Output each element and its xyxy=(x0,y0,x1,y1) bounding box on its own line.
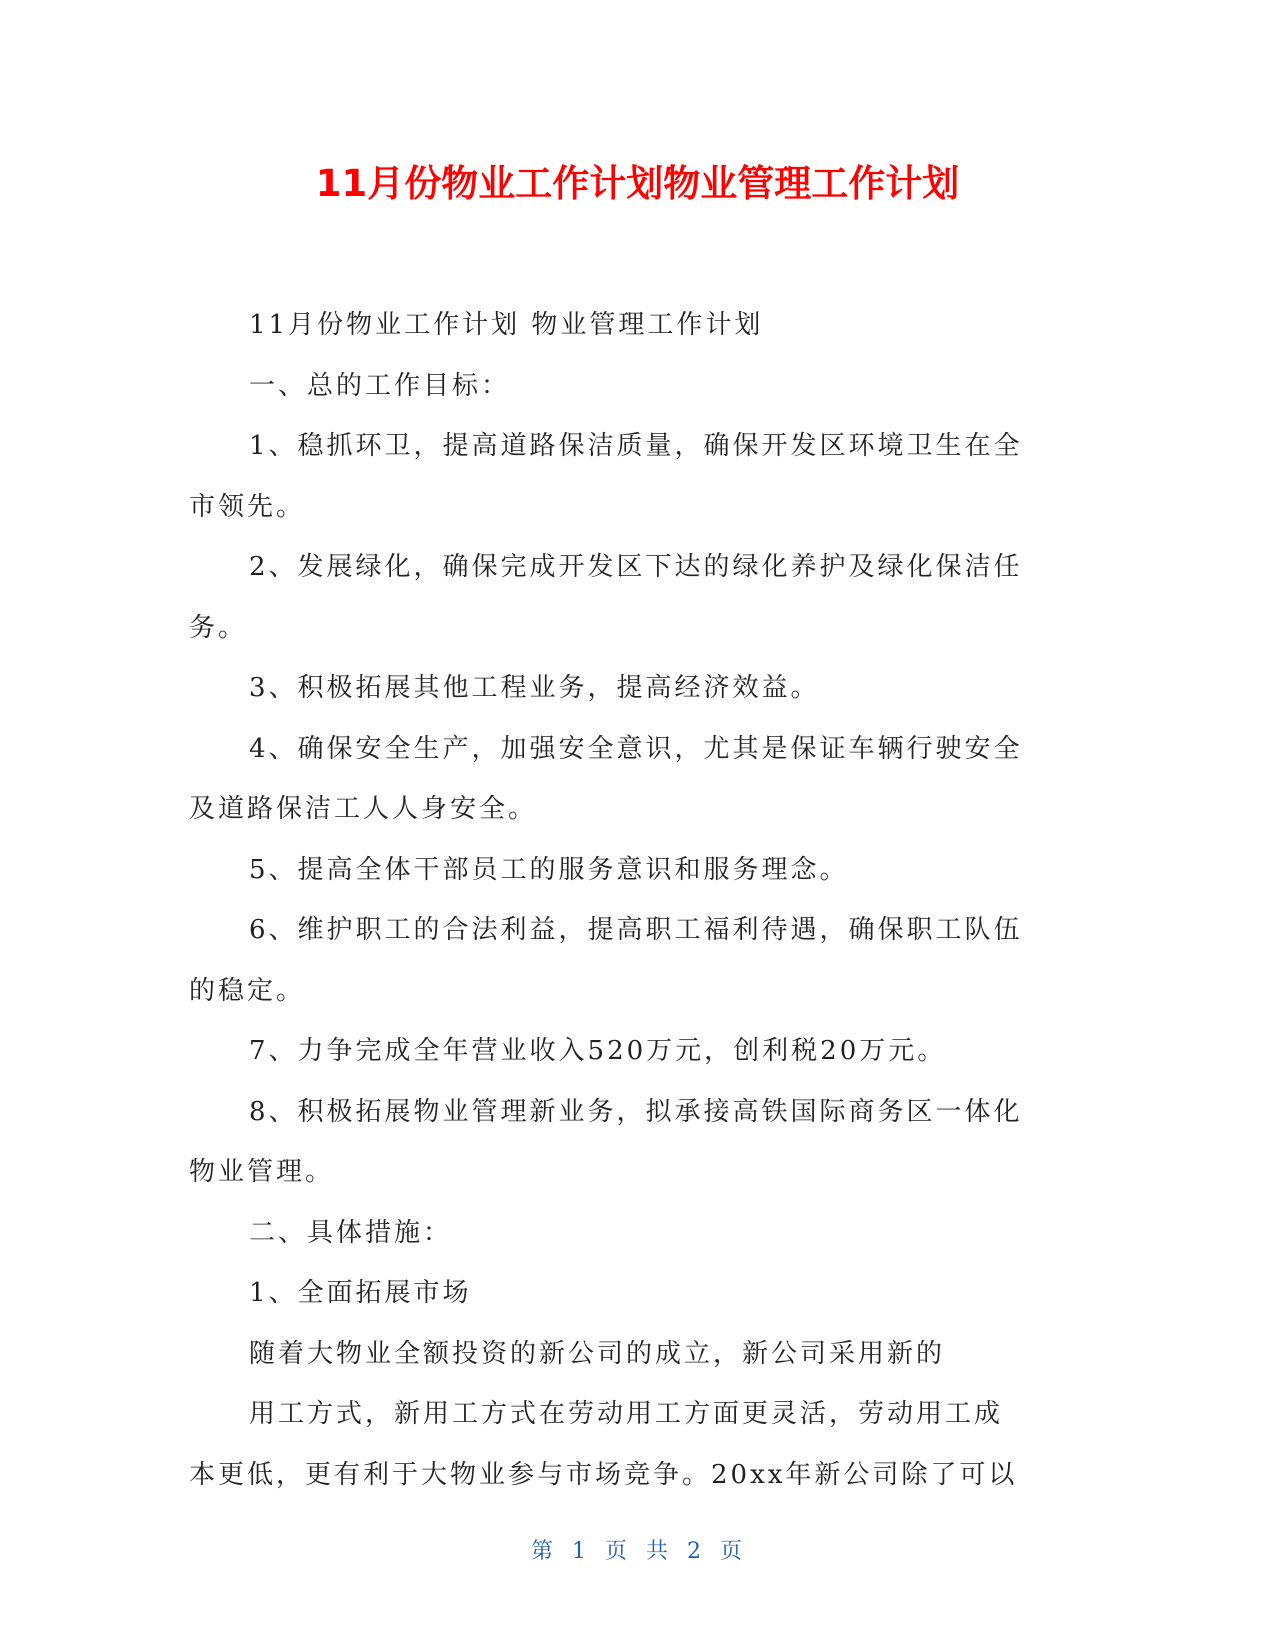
footer-total-label: 共 xyxy=(646,1539,671,1564)
page-title: 11月份物业工作计划物业管理工作计划 xyxy=(315,162,960,205)
body-line: 4、确保安全生产，加强安全意识，尤其是保证车辆行驶安全 xyxy=(249,733,1023,764)
body-line: 1、全面拓展市场 xyxy=(249,1278,472,1308)
body-line: 的稳定。 xyxy=(189,975,306,1006)
body-line: 5、提高全体干部员工的服务意识和服务理念。 xyxy=(249,854,849,885)
body-line: 3、积极拓展其他工程业务，提高经济效益。 xyxy=(249,673,820,703)
body-line: 用工方式，新用工方式在劳动用工方面更灵活，劳动用工成 xyxy=(249,1399,1004,1429)
page-footer xyxy=(0,1534,1275,1565)
body-line: 务。 xyxy=(189,612,248,643)
body-line: 本更低，更有利于大物业参与市场竞争。20xx年新公司除了可以 xyxy=(189,1459,1018,1490)
body-line: 8、积极拓展物业管理新业务，拟承接高铁国际商务区一体化 xyxy=(249,1096,1023,1127)
footer-page-label: 页 xyxy=(720,1539,745,1564)
footer-total-pages: 2 xyxy=(687,1539,704,1564)
body-line: 二、具体措施： xyxy=(249,1217,453,1248)
footer-current-page: 1 xyxy=(571,1539,588,1564)
body-line: 随着大物业全额投资的新公司的成立，新公司采用新的 xyxy=(249,1338,946,1369)
body-line: 一、总的工作目标： xyxy=(249,370,511,401)
body-line: 市领先。 xyxy=(189,491,306,522)
body-line: 11月份物业工作计划 物业管理工作计划 xyxy=(249,310,764,340)
body-line: 物业管理。 xyxy=(189,1157,335,1187)
body-line: 6、维护职工的合法利益，提高职工福利待遇，确保职工队伍 xyxy=(249,915,1023,945)
footer-page-label: 页 xyxy=(604,1539,629,1564)
body-line: 2、发展绿化，确保完成开发区下达的绿化养护及绿化保洁任 xyxy=(249,552,1023,582)
document-body xyxy=(189,295,1079,1505)
body-line: 1、稳抓环卫，提高道路保洁质量，确保开发区环境卫生在全 xyxy=(249,431,1023,461)
body-line: 及道路保洁工人人身安全。 xyxy=(189,794,538,824)
body-line: 7、力争完成全年营业收入520万元，创利税20万元。 xyxy=(249,1036,947,1066)
footer-page-label: 第 xyxy=(530,1539,555,1564)
